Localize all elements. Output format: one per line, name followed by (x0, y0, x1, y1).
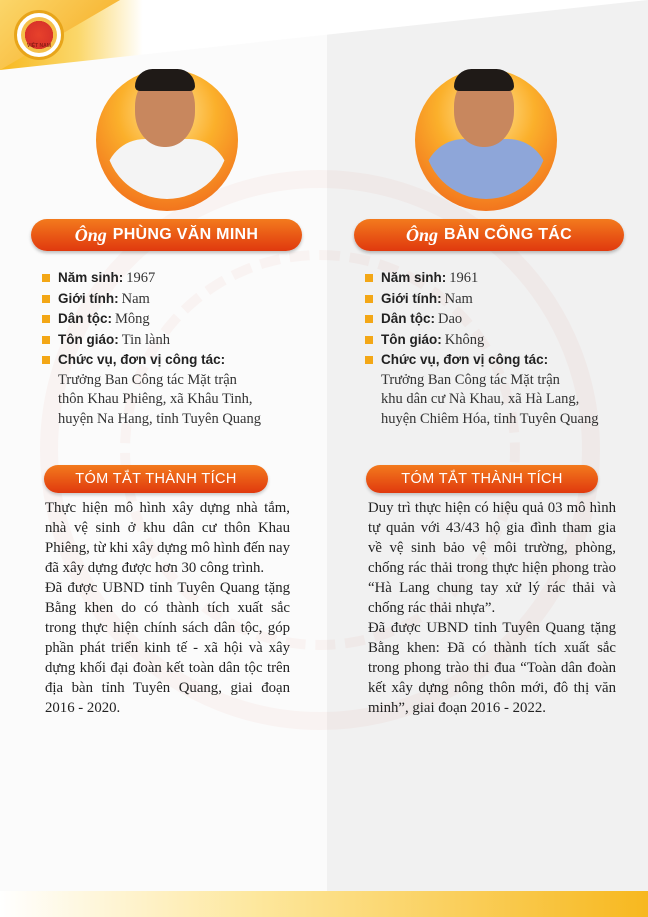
portrait-hair (454, 69, 514, 91)
info-gender (365, 289, 645, 310)
field-value: 1961 (449, 270, 479, 286)
field-label: Chức vụ, đơn vị công tác: (381, 352, 549, 367)
bullet-icon (365, 356, 373, 364)
info-birth-year (42, 268, 322, 289)
field-label: Giới tính: (381, 290, 442, 306)
person-name: PHÙNG VĂN MINH (112, 226, 259, 243)
info-list (365, 268, 645, 429)
info-ethnicity (42, 309, 322, 330)
info-position (42, 350, 322, 371)
field-label: Năm sinh: (381, 270, 447, 285)
bullet-icon (42, 315, 50, 323)
portrait-hair (135, 69, 195, 91)
field-label: Dân tộc: (58, 311, 112, 326)
field-value: Dao (438, 311, 463, 327)
achievement-paragraph: Đã được UBND tỉnh Tuyên Quang tặng Bằng khen do có thành tích xuất sắc trong thực hiện chính sách dân tộc, góp phần phát triển kinh tế - xã hội và xây dựng khối đại đoàn kết toàn dân tộc trên địa bàn tỉnh Tuyên Quang, giai đoạn 2016 - 2020. (45, 580, 290, 716)
person-card-right (324, 0, 648, 917)
person-name: BÀN CÔNG TÁC (443, 226, 573, 243)
info-list (42, 268, 322, 429)
name-banner (31, 219, 302, 251)
bullet-icon (365, 274, 373, 282)
bullet-icon (42, 336, 50, 344)
name-banner (354, 219, 624, 251)
portrait-frame (415, 69, 557, 211)
field-value: Mông (115, 311, 150, 327)
field-label: Chức vụ, đơn vị công tác: (58, 352, 226, 367)
achievement-paragraph: Duy trì thực hiện có hiệu quả 03 mô hình tự quản với 43/43 hộ gia đình tham gia về vệ sinh bảo vệ môi trường, phòng, chống rác thải trong thực hiện phong trào “Hà Lang chung tay xử lý rác thải và chống rác thải nhựa”. (368, 500, 616, 616)
portrait-photo (105, 69, 229, 199)
achievement-paragraph: Đã được UBND tỉnh Tuyên Quang tặng Bằng khen: Đã có thành tích xuất sắc trong phong trào thi đua “Toàn dân đoàn kết xây dựng nông thôn mới, đô thị văn minh”, giai đoạn 2016 - 2022. (368, 620, 616, 716)
field-label: Năm sinh: (58, 270, 124, 285)
bullet-icon (42, 356, 50, 364)
position-line: Trưởng Ban Công tác Mặt trận (58, 371, 237, 388)
bullet-icon (365, 315, 373, 323)
field-value: Tin lành (121, 331, 170, 348)
info-position (365, 350, 645, 371)
portrait-photo (424, 69, 548, 199)
field-label: Dân tộc: (381, 311, 435, 326)
portrait-frame (96, 69, 238, 211)
achievement-text (368, 498, 616, 718)
info-religion (365, 330, 645, 351)
field-value: 1967 (126, 270, 156, 286)
info-ethnicity (365, 309, 645, 330)
position-line: thôn Khau Phiêng, xã Khâu Tinh, (58, 391, 253, 407)
position-line: khu dân cư Nà Khau, xã Hà Lang, (381, 391, 580, 407)
bullet-icon (365, 336, 373, 344)
bullet-icon (365, 295, 373, 303)
logo-text: VIỆT NAM (27, 43, 51, 49)
position-line: huyện Na Hang, tỉnh Tuyên Quang (58, 410, 261, 427)
field-value: Nam (444, 290, 473, 307)
name-prefix: Ông (405, 224, 438, 245)
achievement-paragraph: Thực hiện mô hình xây dựng nhà tắm, nhà vệ sinh ở khu dân cư thôn Khau Phiêng, từ khi xây dựng mô hình đến nay đã xây dựng được hơn 30 công trình. (45, 500, 290, 576)
field-value: Không (444, 331, 485, 348)
field-label: Tôn giáo: (58, 331, 119, 347)
name-prefix: Ông (74, 224, 107, 245)
bullet-icon (42, 274, 50, 282)
portrait-shirt (105, 139, 229, 199)
info-birth-year (365, 268, 645, 289)
position-line: huyện Chiêm Hóa, tỉnh Tuyên Quang (381, 410, 599, 427)
field-label: Giới tính: (58, 290, 119, 306)
field-label: Tôn giáo: (381, 331, 442, 347)
portrait-shirt (424, 139, 548, 199)
achievement-heading: TÓM TẮT THÀNH TÍCH (366, 465, 598, 493)
info-religion (42, 330, 322, 351)
info-gender (42, 289, 322, 310)
achievement-text (45, 498, 290, 718)
achievement-heading: TÓM TẮT THÀNH TÍCH (44, 465, 268, 493)
bullet-icon (42, 295, 50, 303)
position-line: Trưởng Ban Công tác Mặt trận (381, 371, 560, 388)
field-value: Nam (121, 290, 150, 307)
